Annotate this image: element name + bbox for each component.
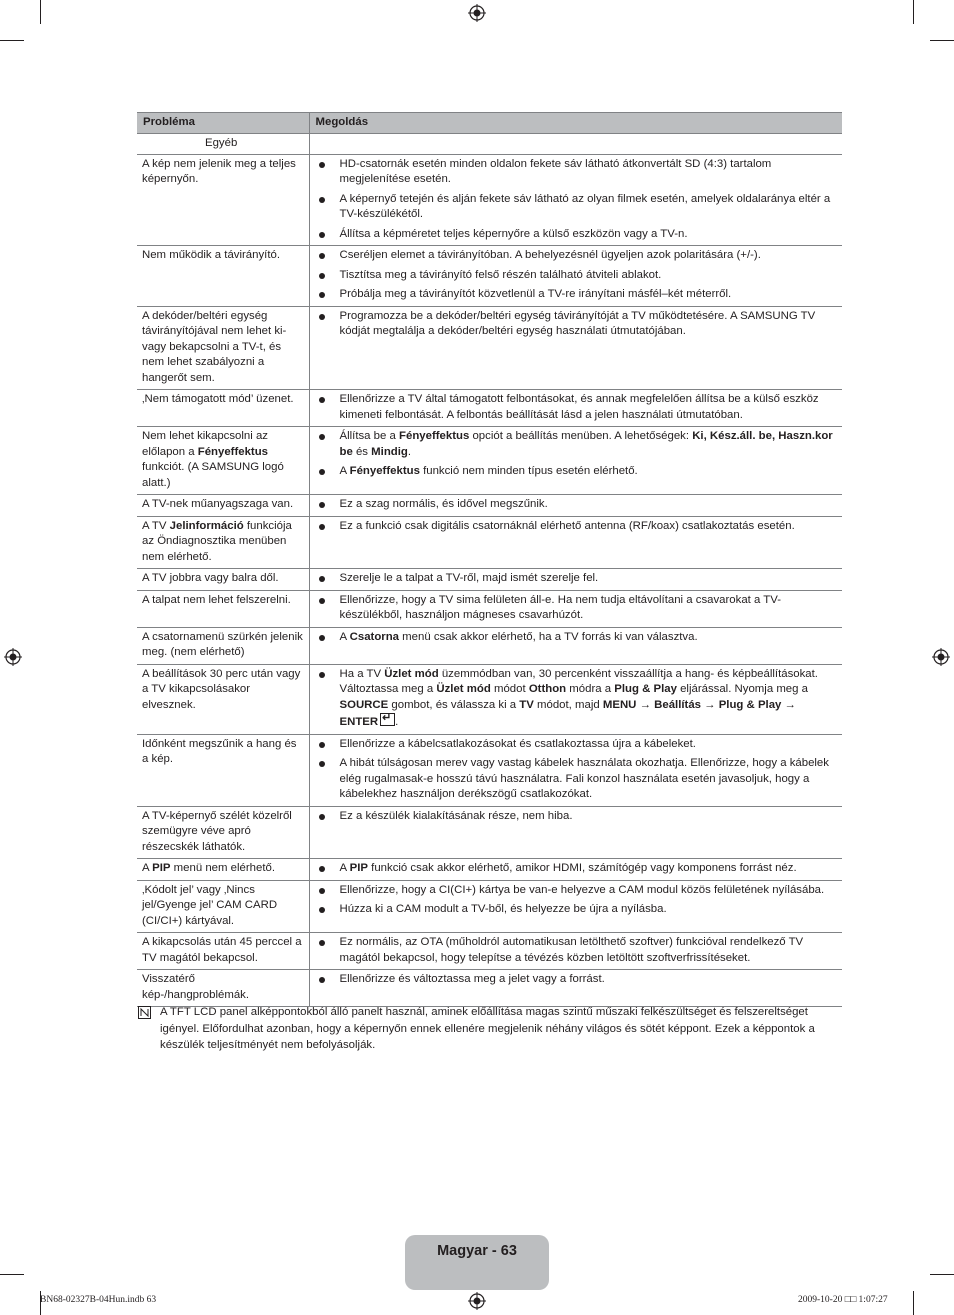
solution-text: opciót a beállítás menüben. A lehetőségek: <box>469 430 693 442</box>
solution-item <box>315 630 837 646</box>
table-row <box>137 806 842 859</box>
table-row <box>137 933 842 970</box>
solution-cell <box>309 427 842 495</box>
solution-text: A <box>339 862 350 874</box>
solution-text: funkció nem minden típus esetén elérhető. <box>419 465 638 477</box>
problem-cell <box>137 516 309 569</box>
solution-cell <box>309 154 842 246</box>
solution-cell <box>309 516 842 569</box>
solution-term: Fényeffektus <box>399 430 470 442</box>
print-slug-right: 2009-10-20 □□ 1:07:27 <box>798 1295 888 1305</box>
crop-mark <box>930 40 954 41</box>
table-header-row <box>137 113 842 134</box>
table-row <box>137 306 842 390</box>
problem-term: PIP <box>152 862 171 874</box>
table-row <box>137 880 842 933</box>
solution-term: PIP <box>349 862 369 874</box>
table-row <box>137 590 842 627</box>
problem-cell: A dekóder/beltéri egység távirányítójával nem lehet ki- vagy bekapcsolni a TV-t, és nem lehet szabályozni a hangerőt sem. <box>137 306 309 390</box>
solution-item: Szerelje le a talpat a TV-ről, majd ismét szerelje fel. <box>315 571 837 587</box>
table-row <box>137 246 842 307</box>
solution-term: Mindig <box>371 445 408 458</box>
solution-text: Állítsa be a <box>339 430 400 442</box>
problem-text: Nem lehet kikapcsolni az előlapon a <box>142 430 268 458</box>
table-row <box>137 627 842 664</box>
table-row <box>137 970 842 1007</box>
solution-cell <box>309 664 842 734</box>
solution-item: Ez a készülék kialakításának része, nem hiba. <box>315 809 837 825</box>
solution-item: Ez a funkció csak digitális csatornáknál elérhető antenna (RF/koax) csatlakoztatás esetén. <box>315 519 837 535</box>
solution-cell <box>309 859 842 881</box>
solution-item: Tisztítsa meg a távirányító felső részén található átviteli ablakot. <box>315 268 837 284</box>
problem-cell: ‚Kódolt jel’ vagy ‚Nincs jel/Gyenge jel’ CAM CARD (CI/CI+) kártyával. <box>137 880 309 933</box>
solution-text: . <box>407 445 412 458</box>
problem-cell: Időnként megszűnik a hang és a kép. <box>137 734 309 806</box>
problem-text: funkciót. (A SAMSUNG logó alatt.) <box>142 461 284 489</box>
footnote <box>138 1004 838 1054</box>
solution-term: Otthon <box>528 683 567 695</box>
problem-term: Fényeffektus <box>197 445 269 458</box>
section-row <box>137 134 842 155</box>
solution-cell <box>309 933 842 970</box>
solution-item <box>315 429 837 460</box>
problem-text: funkciója az Öndiagnosztika menüben nem elérhető. <box>142 519 292 563</box>
solution-cell <box>309 495 842 517</box>
crop-mark <box>0 1274 24 1275</box>
page-number: Magyar - 63 <box>437 1243 517 1259</box>
menu-path: MENU → Beállítás → Plug & Play → ENTER <box>339 698 796 728</box>
registration-mark-icon <box>468 1292 486 1310</box>
table-row <box>137 427 842 495</box>
solution-item: Ez normális, az OTA (műholdról automatikusan letölthető szoftver) funkcióval rendelkező TV magától bekapcsol, hogy telepítse a tévézés közben letöltött szoftverfrissítéseket. <box>315 935 837 966</box>
table-row <box>137 390 842 427</box>
solution-text: A <box>339 465 350 477</box>
solution-item: Próbálja meg a távirányítót közvetlenül a TV-re irányítani másfél–két méterről. <box>315 287 837 303</box>
solution-cell <box>309 306 842 390</box>
problem-cell: A beállítások 30 perc után vagy a TV kikapcsolásakor elvesznek. <box>137 664 309 734</box>
problem-cell: A TV-nek műanyagszaga van. <box>137 495 309 517</box>
crop-mark <box>40 0 41 24</box>
solution-text: eljárással. Nyomja meg a <box>676 683 808 695</box>
problem-cell <box>137 859 309 881</box>
problem-cell: A kikapcsolás után 45 perccel a TV magától bekapcsol. <box>137 933 309 970</box>
solution-text: . <box>395 716 399 728</box>
solution-item: A hibát túlságosan merev vagy vastag kábelek használata okozhatja. Ellenőrizze, hogy a kábelek elég rugalmasak-e hosszú távú használatra. Fali konzol használata esetén javasoljuk, hogy a kábelekhez használjon derékszögű csatlakozókat. <box>315 756 837 803</box>
solution-text: menü csak akkor elérhető, ha a TV forrás ki van választva. <box>399 630 698 643</box>
enter-icon <box>380 713 395 726</box>
solution-item: Ellenőrizze, hogy a CI(CI+) kártya be van-e helyezve a CAM modul közös felületének nyílásába. <box>315 883 837 899</box>
registration-mark-icon <box>4 648 22 666</box>
solution-item: Programozza be a dekóder/beltéri egység távirányítóját a TV működtetésére. A SAMSUNG TV kódját megtalálja a dekóder/beltéri egység használati útmutatójában. <box>315 309 837 340</box>
solution-cell <box>309 970 842 1007</box>
solution-item: Ellenőrizze a kábelcsatlakozásokat és csatlakoztassa újra a kábeleket. <box>315 737 837 753</box>
solution-term: Fényeffektus <box>349 465 420 477</box>
problem-cell: A kép nem jelenik meg a teljes képernyőn. <box>137 154 309 246</box>
problem-cell <box>137 427 309 495</box>
solution-text: A <box>339 630 350 643</box>
solution-cell <box>309 569 842 591</box>
solution-term: Üzlet mód <box>384 667 439 680</box>
solution-item: Húzza ki a CAM modult a TV-ből, és helyezze be újra a nyílásba. <box>315 902 837 918</box>
solution-text: üzemmódban van, 30 percenként visszaállítja a hang- és képbeállításokat. Változtassa meg a <box>339 667 818 695</box>
solution-item: Ez a szag normális, és idővel megszűnik. <box>315 497 837 513</box>
solution-term: Csatorna <box>349 630 400 643</box>
table-row <box>137 516 842 569</box>
problem-cell: Visszatérő kép-/hangproblémák. <box>137 970 309 1007</box>
section-label: Egyéb <box>137 134 309 155</box>
solution-term: TV <box>519 698 534 711</box>
solution-item: Ellenőrizze a TV által támogatott felbontásokat, és annak megfelelően állítsa be a külső eszköz kimeneti felbontását. A felbontás beállítását lásd a jelen használati útmutatóban. <box>315 392 837 423</box>
solution-text: gombot, és válassza ki a <box>388 698 520 711</box>
solution-item: A képernyő tetején és alján fekete sáv látható az olyan filmek esetén, amelyek oldalaránya eltér a TV-készülékétől. <box>315 192 837 223</box>
solution-item <box>315 464 837 480</box>
solution-cell <box>309 246 842 307</box>
solution-item: HD-csatornák esetén minden oldalon fekete sáv látható átkonvertált SD (4:3) tartalom megjelenítése esetén. <box>315 157 837 188</box>
table-row <box>137 664 842 734</box>
solution-text: Ha a TV <box>339 667 385 680</box>
section-empty-cell <box>309 134 842 155</box>
problem-cell: A TV jobbra vagy balra dől. <box>137 569 309 591</box>
solution-text: funkció csak akkor elérhető, amikor HDMI, számítógép vagy komponens forrást néz. <box>368 862 797 874</box>
problem-cell: ‚Nem támogatott mód’ üzenet. <box>137 390 309 427</box>
solution-cell <box>309 880 842 933</box>
solution-text: módra a <box>566 683 615 695</box>
solution-text: és <box>352 445 372 458</box>
solution-item: Cseréljen elemet a távirányítóban. A behelyezésnél ügyeljen azok polaritására (+/-). <box>315 248 837 264</box>
table-row <box>137 569 842 591</box>
column-header-problem: Probléma <box>137 113 309 134</box>
registration-mark-icon <box>468 4 486 22</box>
problem-term: Jelinformáció <box>169 519 244 532</box>
table-row <box>137 859 842 881</box>
table-row <box>137 495 842 517</box>
registration-mark-icon <box>932 648 950 666</box>
solution-cell <box>309 806 842 859</box>
crop-mark <box>913 0 914 24</box>
problem-text: A <box>142 862 153 874</box>
solution-text: módot <box>490 683 529 695</box>
solution-term: Plug & Play <box>614 683 677 695</box>
solution-cell <box>309 734 842 806</box>
problem-cell: Nem működik a távirányító. <box>137 246 309 307</box>
solution-item <box>315 861 837 877</box>
solution-cell <box>309 590 842 627</box>
table-row <box>137 734 842 806</box>
crop-mark <box>913 1291 914 1315</box>
crop-mark <box>930 1274 954 1275</box>
table-row <box>137 154 842 246</box>
solution-term: Üzlet mód <box>436 683 491 695</box>
solution-item: Ellenőrizze és változtassa meg a jelet vagy a forrást. <box>315 972 837 988</box>
solution-item: Állítsa a képméretet teljes képernyőre a külső eszközön vagy a TV-n. <box>315 227 837 243</box>
solution-cell <box>309 627 842 664</box>
solution-item: Ellenőrizze, hogy a TV sima felületen áll-e. Ha nem tudja eltávolítani a csavarokat a TV-készülékből, használjon mágneses csavarhúzót. <box>315 593 837 624</box>
problem-text: menü nem elérhető. <box>170 862 275 874</box>
problem-cell: A talpat nem lehet felszerelni. <box>137 590 309 627</box>
column-header-solution: Megoldás <box>309 113 842 134</box>
crop-mark <box>0 40 24 41</box>
problem-cell: A csatornamenü szürkén jelenik meg. (nem elérhető) <box>137 627 309 664</box>
troubleshooting-table <box>137 112 842 1007</box>
solution-text: módot, majd <box>533 698 603 711</box>
solution-term: SOURCE <box>339 698 389 711</box>
page-number-tab <box>405 1235 549 1290</box>
footnote-text: A TFT LCD panel alképpontokból álló panelt használ, aminek előállítása magas szintű műszaki felkészültséget és felszereltséget igényel. Előfordulhat azonban, hogy a képernyőn ennek ellenére megjelenik néhány világos és sötét képpont. Ezek a képpontok a készülék teljesítményét nem befolyásolják. <box>160 1006 815 1051</box>
solution-cell <box>309 390 842 427</box>
solution-term: Ki, Kész.áll. be, Haszn.kor be <box>339 430 833 458</box>
print-slug-left: BN68-02327B-04Hun.indb 63 <box>40 1295 157 1305</box>
problem-text: A TV <box>142 519 170 532</box>
solution-item <box>315 667 837 731</box>
problem-cell: A TV-képernyő szélét közelről szemügyre véve apró részecskék láthatók. <box>137 806 309 859</box>
note-icon <box>138 1006 151 1019</box>
